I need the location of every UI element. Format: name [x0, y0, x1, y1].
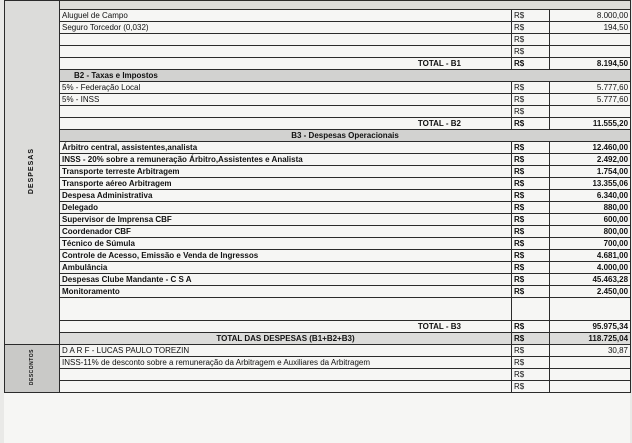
amount-cell: 8.000,00: [550, 10, 631, 22]
expense-table: [4, 0, 631, 345]
item-label: Árbitro central, assistentes,analista: [60, 142, 512, 154]
currency-cell: R$: [512, 82, 550, 94]
currency-cell: R$: [512, 190, 550, 202]
currency-cell: R$: [512, 381, 550, 393]
descontos-side-cell: [5, 345, 60, 393]
currency-cell: R$: [512, 369, 550, 381]
item-label: [60, 34, 512, 46]
financial-sheet: [4, 0, 630, 443]
amount-cell: 194,50: [550, 22, 631, 34]
currency-cell: R$: [512, 94, 550, 106]
blank-row: [5, 298, 631, 321]
amount-cell: 6.340,00: [550, 190, 631, 202]
item-label: Despesa Administrativa: [60, 190, 512, 202]
item-label: Coordenador CBF: [60, 226, 512, 238]
item-label: Transporte terreste Arbitragem: [60, 166, 512, 178]
item-label: Técnico de Súmula: [60, 238, 512, 250]
amount-cell: [550, 381, 631, 393]
grand-total-label: TOTAL DAS DESPESAS (B1+B2+B3): [60, 333, 512, 345]
item-label: 5% - Federação Local: [60, 82, 512, 94]
item-label: INSS-11% de desconto sobre a remuneração da Arbitragem e Auxiliares da Arbitragem: [60, 357, 512, 369]
currency-cell: R$: [512, 214, 550, 226]
amount-cell: 800,00: [550, 226, 631, 238]
total-row-b2: [5, 118, 631, 130]
amount-cell: 1.754,00: [550, 166, 631, 178]
descontos-label: DESCONTOS: [28, 348, 35, 386]
item-label: [60, 106, 512, 118]
currency-cell: R$: [512, 226, 550, 238]
item-label: Monitoramento: [60, 286, 512, 298]
table-row: [5, 34, 631, 46]
table-row: [5, 381, 631, 393]
top-strip-row: [5, 1, 631, 10]
table-row: [5, 166, 631, 178]
currency-cell: R$: [512, 106, 550, 118]
table-row: [5, 214, 631, 226]
currency-cell: R$: [512, 166, 550, 178]
table-row: [5, 178, 631, 190]
amount-cell: 13.355,06: [550, 178, 631, 190]
despesas-label: DESPESAS: [28, 148, 35, 195]
table-row: [5, 142, 631, 154]
currency-cell: R$: [512, 118, 550, 130]
table-row: [5, 106, 631, 118]
table-row: [5, 262, 631, 274]
currency-cell: R$: [512, 154, 550, 166]
table-row: [5, 286, 631, 298]
amount-cell: 12.460,00: [550, 142, 631, 154]
table-row: [5, 94, 631, 106]
amount-cell: 880,00: [550, 202, 631, 214]
amount-cell: 4.000,00: [550, 262, 631, 274]
currency-cell: R$: [512, 333, 550, 345]
amount-cell: 600,00: [550, 214, 631, 226]
item-label: [60, 369, 512, 381]
table-row: [5, 190, 631, 202]
table-row: [5, 345, 631, 357]
table-row: [5, 10, 631, 22]
currency-cell: R$: [512, 286, 550, 298]
currency-cell: R$: [512, 10, 550, 22]
amount-cell: 700,00: [550, 238, 631, 250]
section-header-b3: [5, 130, 631, 142]
total-row-b1: [5, 58, 631, 70]
total-amount: 11.555,20: [550, 118, 631, 130]
currency-cell: R$: [512, 321, 550, 333]
amount-cell: 4.681,00: [550, 250, 631, 262]
total-label: TOTAL - B3: [60, 321, 512, 333]
amount-cell: [550, 357, 631, 369]
currency-cell: R$: [512, 250, 550, 262]
currency-cell: R$: [512, 202, 550, 214]
item-label: Aluguel de Campo: [60, 10, 512, 22]
discount-table: [4, 344, 631, 393]
amount-cell: 2.492,00: [550, 154, 631, 166]
amount-cell: [550, 369, 631, 381]
table-row: [5, 274, 631, 286]
item-label: Despesas Clube Mandante - C S A: [60, 274, 512, 286]
amount-cell: 2.450,00: [550, 286, 631, 298]
amount-cell: 5.777,60: [550, 82, 631, 94]
currency-cell: R$: [512, 142, 550, 154]
currency-cell: R$: [512, 357, 550, 369]
currency-cell: R$: [512, 345, 550, 357]
total-label: TOTAL - B2: [60, 118, 512, 130]
amount-cell: [550, 46, 631, 58]
total-label: TOTAL - B1: [60, 58, 512, 70]
despesas-side-cell: [5, 1, 60, 345]
currency-cell: R$: [512, 238, 550, 250]
section-title: B3 - Despesas Operacionais: [60, 130, 631, 142]
table-row: [5, 357, 631, 369]
grand-total-row: [5, 333, 631, 345]
item-label: Seguro Torcedor (0,032): [60, 22, 512, 34]
item-label: Supervisor de Imprensa CBF: [60, 214, 512, 226]
total-amount: 8.194,50: [550, 58, 631, 70]
table-row: [5, 46, 631, 58]
item-label: Ambulância: [60, 262, 512, 274]
grand-total-amount: 118.725,04: [550, 333, 631, 345]
item-label: Delegado: [60, 202, 512, 214]
currency-cell: R$: [512, 34, 550, 46]
table-row: [5, 369, 631, 381]
table-row: [5, 154, 631, 166]
currency-cell: R$: [512, 262, 550, 274]
item-label: [60, 381, 512, 393]
currency-cell: R$: [512, 178, 550, 190]
item-label: 5% - INSS: [60, 94, 512, 106]
currency-cell: R$: [512, 22, 550, 34]
amount-cell: [550, 106, 631, 118]
total-amount: 95.975,34: [550, 321, 631, 333]
item-label: Controle de Acesso, Emissão e Venda de Ingressos: [60, 250, 512, 262]
table-row: [5, 238, 631, 250]
amount-cell: 5.777,60: [550, 94, 631, 106]
amount-cell: 30,87: [550, 345, 631, 357]
amount-cell: [550, 34, 631, 46]
table-row: [5, 226, 631, 238]
table-row: [5, 202, 631, 214]
currency-cell: R$: [512, 58, 550, 70]
section-header-b2: [5, 70, 631, 82]
section-title: B2 - Taxas e Impostos: [60, 70, 631, 82]
amount-cell: 45.463,28: [550, 274, 631, 286]
item-label: D A R F - LUCAS PAULO TOREZIN: [60, 345, 512, 357]
currency-cell: R$: [512, 46, 550, 58]
total-row-b3: [5, 321, 631, 333]
table-row: [5, 22, 631, 34]
item-label: Transporte aéreo Arbitragem: [60, 178, 512, 190]
table-row: [5, 250, 631, 262]
item-label: [60, 46, 512, 58]
item-label: INSS - 20% sobre a remuneração Árbitro,Assistentes e Analista: [60, 154, 512, 166]
table-row: [5, 82, 631, 94]
currency-cell: R$: [512, 274, 550, 286]
